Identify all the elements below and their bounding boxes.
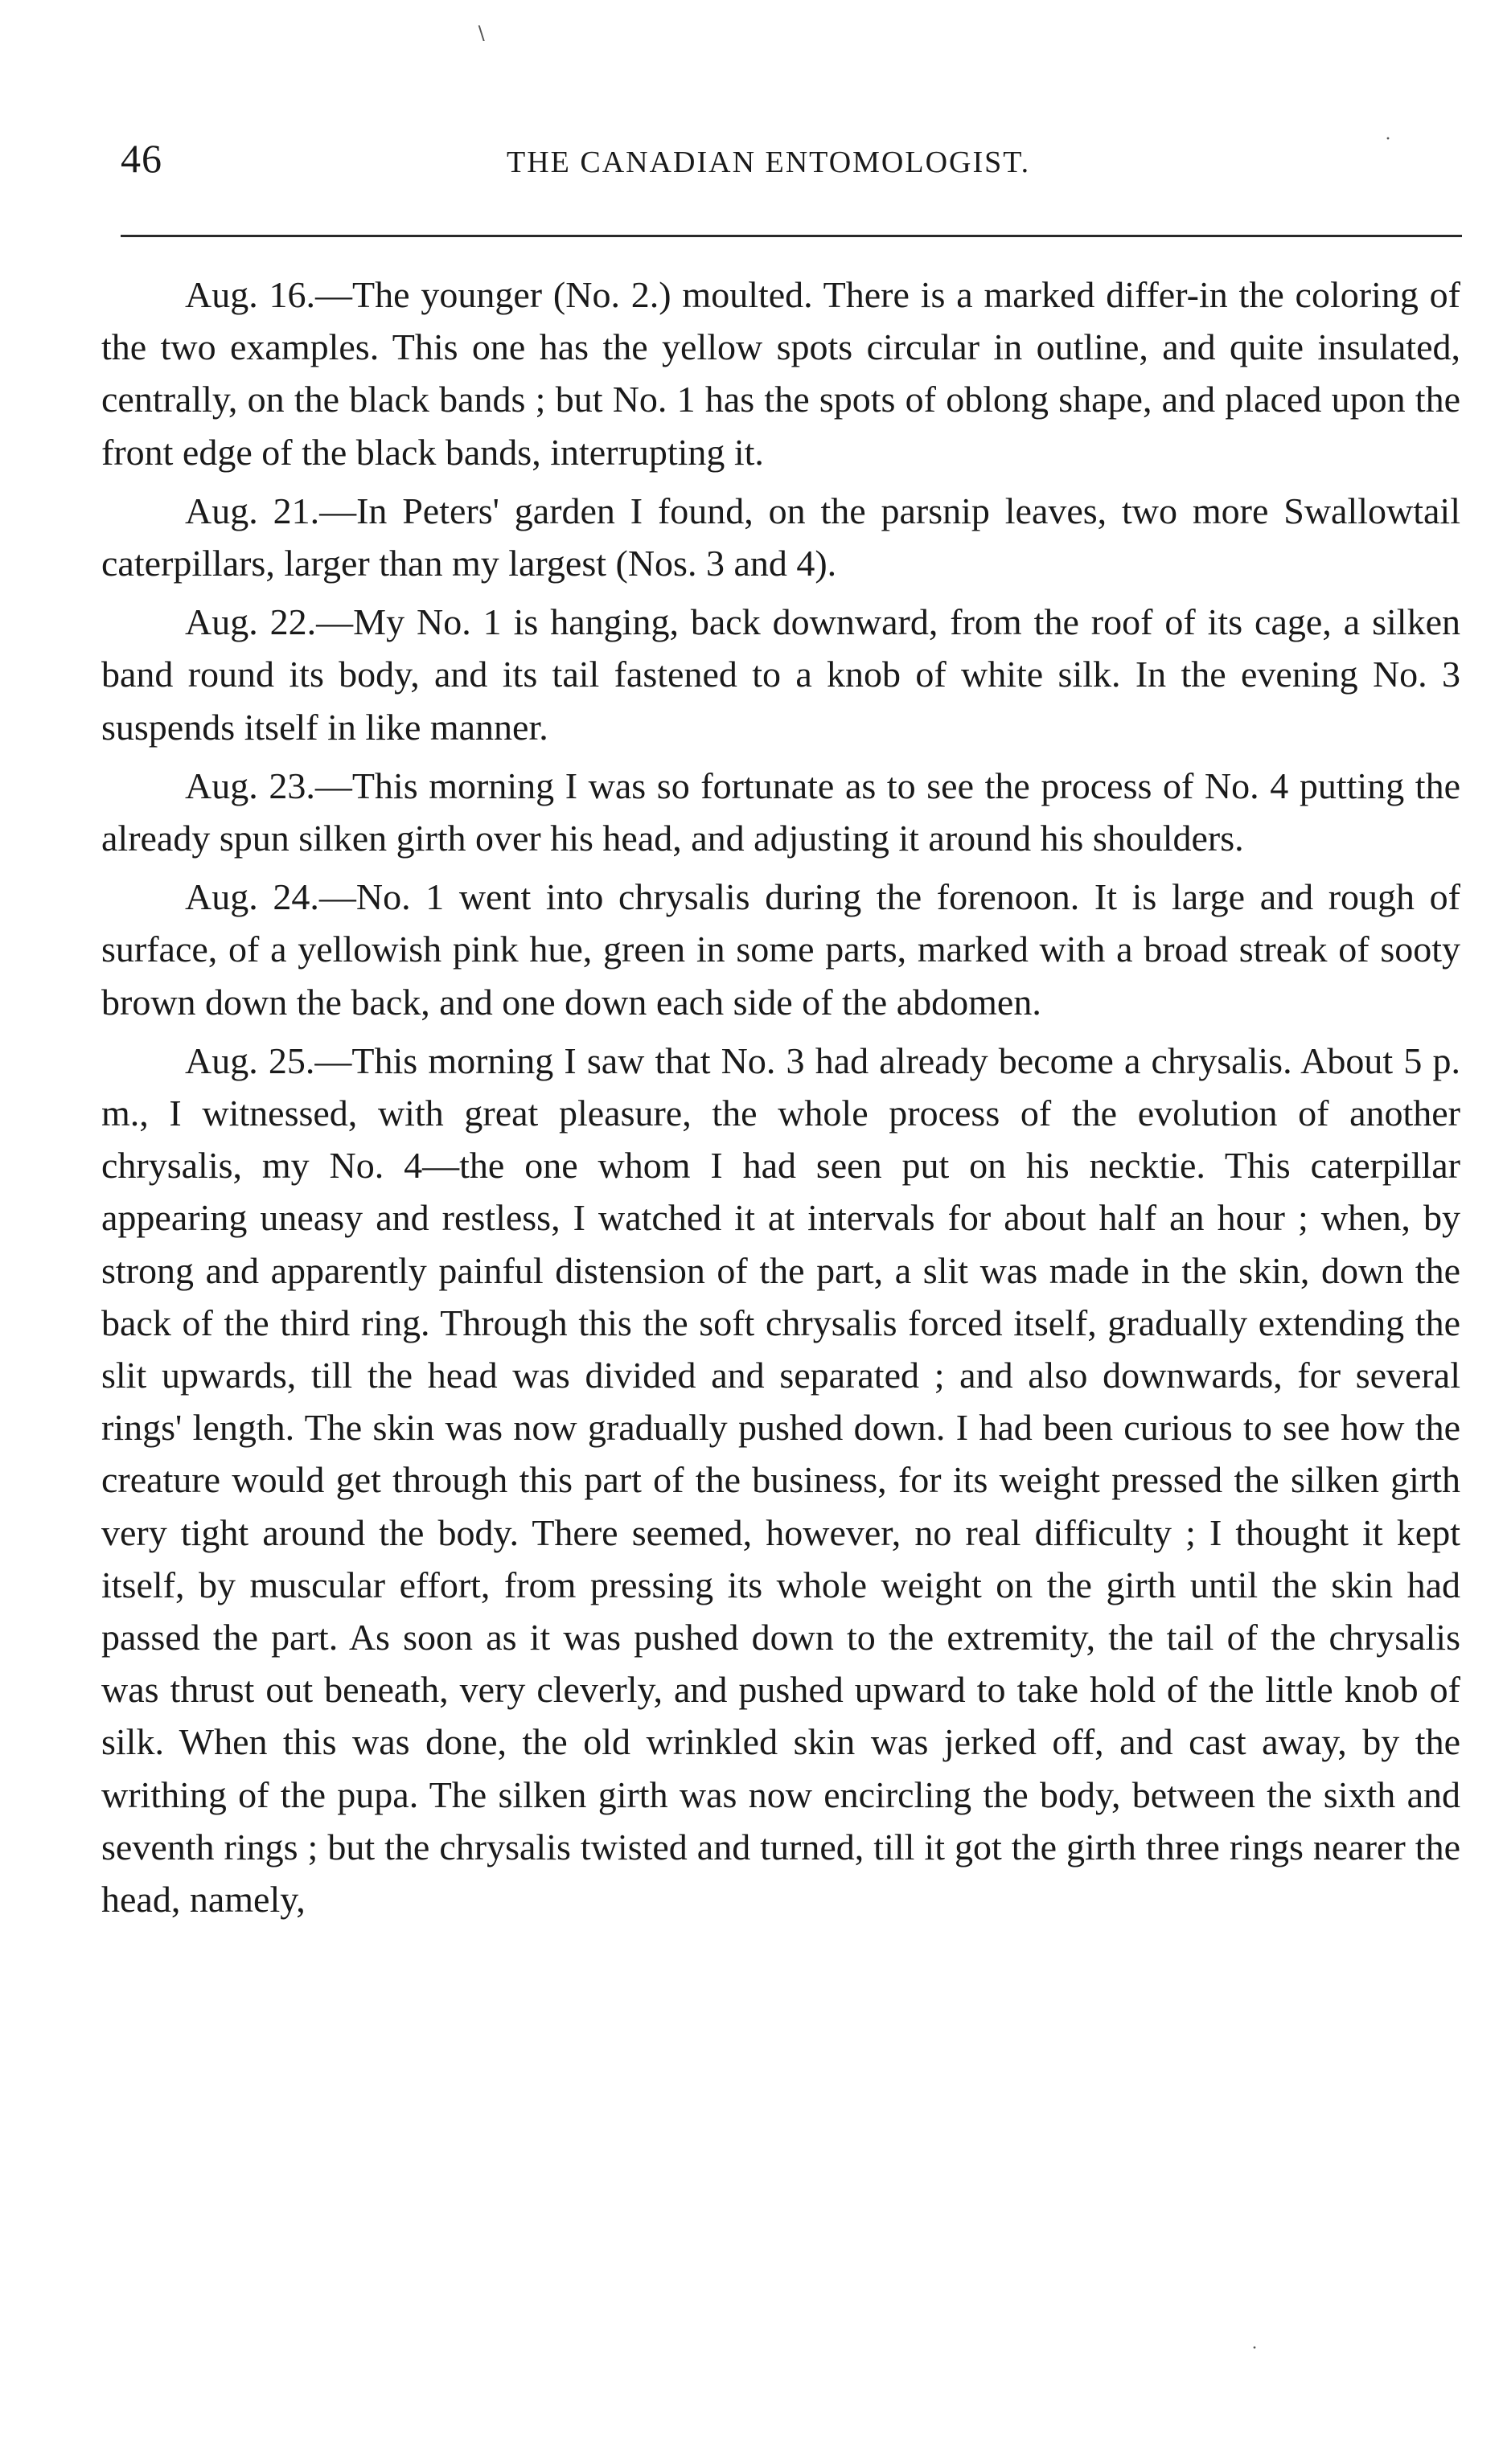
page-header — [121, 135, 1462, 199]
page-number: 46 — [121, 136, 162, 181]
ink-speck: · — [1385, 129, 1391, 150]
ink-speck: · — [1251, 2338, 1258, 2359]
entry-aug-16: Aug. 16.—The younger (No. 2.) moulted. There is a marked differ-in the coloring of the two examples. This one has the yellow spots circular in outline, and quite insulated, centrally, on the black bands ; but No. 1 has the spots of oblong shape, and placed upon the front edge of the black bands, interrupting it. — [101, 274, 1460, 473]
entry-aug-21: Aug. 21.—In Peters' garden I found, on the parsnip leaves, two more Swallowtail caterpillars, larger than my largest (Nos. 3 and 4). — [101, 490, 1460, 584]
body-text — [101, 269, 1460, 1925]
entry-aug-25: Aug. 25.—This morning I saw that No. 3 had already become a chrysalis. About 5 p. m., I witnessed, with great pleasure, the whole process of the evolution of another chrysalis, my No. 4—the one whom I had seen put on his necktie. This caterpillar appearing uneasy and restless, I watched it at intervals for about half an hour ; when, by strong and apparently painful distension of the part, a slit was made in the skin, down the back of the third ring. Through this the soft chrysalis forced itself, gradually extending the slit upwards, till the head was divided and separated ; and also downwards, for several rings' length. The skin was now gradually pushed down. I had been curious to see how the creature would get through this part of the business, for its weight pressed the silken girth very tight around the body. There seemed, however, no real difficulty ; I thought it kept itself, by muscular effort, from pressing its whole weight on the girth until the skin had passed the part. As soon as it was pushed down to the extremity, the tail of the chrysalis was thrust out beneath, very cleverly, and pushed upward to take hold of the little knob of silk. When this was done, the old wrinkled skin was jerked off, and cast away, by the writhing of the pupa. The silken girth was now encircling the body, between the sixth and seventh rings ; but the chrysalis twisted and turned, till it got the girth three rings nearer the head, namely, — [101, 1039, 1460, 1921]
entry-aug-23: Aug. 23.—This morning I was so fortunate as to see the process of No. 4 putting the already spun silken girth over his head, and adjusting it around his shoulders. — [101, 765, 1460, 859]
ink-speck: ∖ — [474, 24, 487, 45]
running-title: THE CANADIAN ENTOMOLOGIST. — [507, 146, 1031, 179]
entry-aug-22: Aug. 22.—My No. 1 is hanging, back downward, from the roof of its cage, a silken band round its body, and its tail fastened to a knob of white silk. In the evening No. 3 suspends itself in like manner. — [101, 601, 1460, 748]
header-rule — [121, 235, 1462, 237]
entry-aug-24: Aug. 24.—No. 1 went into chrysalis during the forenoon. It is large and rough of surface, of a yellowish pink hue, green in some parts, marked with a broad streak of sooty brown down the back, and one down each side of the abdomen. — [101, 876, 1460, 1023]
